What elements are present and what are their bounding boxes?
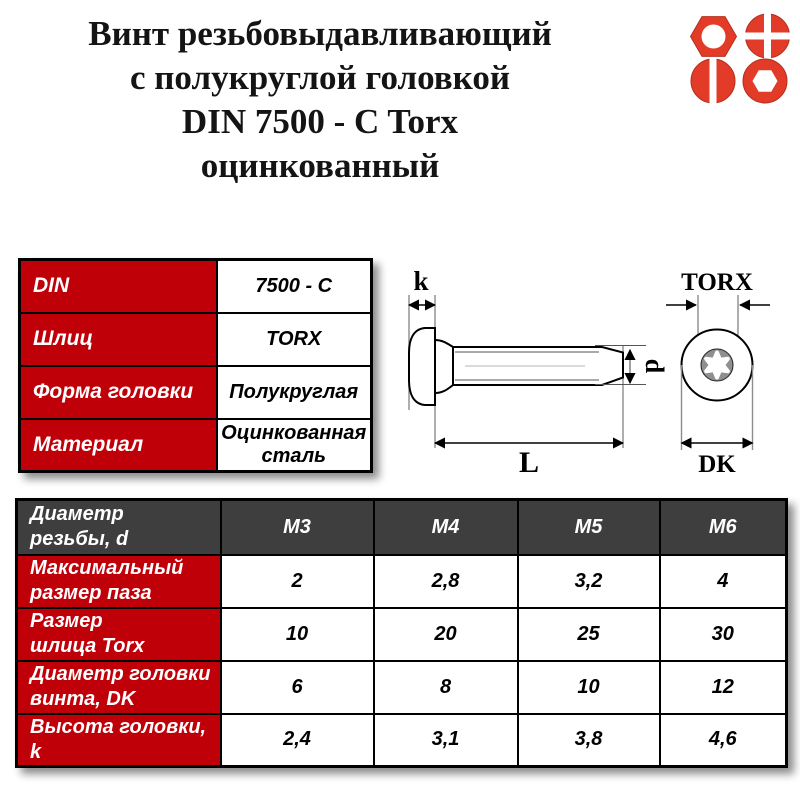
spec-value-din: 7500 - C bbox=[217, 260, 372, 313]
label-line: Диаметр головки bbox=[30, 663, 211, 685]
table-row bbox=[17, 661, 787, 714]
title-line: Винт резьбовыдавливающий bbox=[88, 14, 552, 53]
header-line: Диаметр bbox=[30, 503, 124, 526]
label-line: Высота головки, k bbox=[30, 715, 207, 763]
spec-label-head-shape: Форма головки bbox=[20, 366, 217, 419]
screw-front-view bbox=[666, 269, 770, 478]
label-line: Максимальный bbox=[30, 557, 184, 579]
slotted-drive-icon bbox=[691, 57, 735, 105]
phillips-drive-icon bbox=[743, 12, 792, 60]
title-line: DIN 7500 - C Torx bbox=[181, 102, 459, 141]
column-header-m3: M3 bbox=[221, 500, 374, 555]
size-value: 20 bbox=[374, 608, 518, 661]
title-line: с полукруглой головкой bbox=[129, 58, 511, 97]
size-value: 3,1 bbox=[374, 714, 518, 767]
size-value: 4,6 bbox=[660, 714, 787, 767]
size-value: 2,8 bbox=[374, 555, 518, 608]
column-header-m5: M5 bbox=[518, 500, 660, 555]
size-value: 10 bbox=[518, 661, 660, 714]
table-header-row bbox=[17, 500, 787, 555]
screw-side-view bbox=[409, 266, 669, 479]
size-value: 30 bbox=[660, 608, 787, 661]
spec-value-drive: TORX bbox=[217, 313, 372, 366]
label-line: винта, DK bbox=[30, 688, 136, 710]
page-title bbox=[10, 12, 630, 188]
torx-drive-label: TORX bbox=[681, 269, 753, 296]
dimension-L-label: L bbox=[518, 446, 540, 479]
table-row bbox=[20, 419, 372, 472]
spec-value-head-shape: Полукруглая bbox=[217, 366, 372, 419]
size-value: 3,2 bbox=[518, 555, 660, 608]
hex-socket-icon bbox=[743, 59, 787, 103]
table-row bbox=[17, 714, 787, 767]
size-value: 25 bbox=[518, 608, 660, 661]
table-row bbox=[20, 260, 372, 313]
size-table bbox=[15, 498, 788, 768]
spec-label-material: Материал bbox=[20, 419, 217, 472]
size-value: 4 bbox=[660, 555, 787, 608]
size-value: 2,4 bbox=[221, 714, 374, 767]
label-line: размер паза bbox=[30, 582, 152, 604]
size-value: 3,8 bbox=[518, 714, 660, 767]
spec-table bbox=[18, 258, 373, 473]
dimension-k-label: k bbox=[413, 266, 429, 296]
size-value: 12 bbox=[660, 661, 787, 714]
size-value: 8 bbox=[374, 661, 518, 714]
size-value: 10 bbox=[221, 608, 374, 661]
dimension-d-label: d bbox=[640, 358, 669, 374]
corner-header bbox=[17, 500, 221, 555]
dimension-DK-label: DK bbox=[698, 451, 736, 478]
row-label-torx-size bbox=[17, 608, 221, 661]
screw-head bbox=[409, 328, 435, 405]
size-value: 6 bbox=[221, 661, 374, 714]
spec-value-material: Оцинкованная сталь bbox=[217, 419, 372, 472]
column-header-m6: M6 bbox=[660, 500, 787, 555]
column-header-m4: M4 bbox=[374, 500, 518, 555]
row-label-head-height bbox=[17, 714, 221, 767]
header-line: резьбы, d bbox=[30, 528, 129, 551]
table-row bbox=[17, 555, 787, 608]
row-label-head-diameter bbox=[17, 661, 221, 714]
table-row bbox=[20, 366, 372, 419]
technical-drawing bbox=[390, 250, 800, 480]
row-label-slot-size bbox=[17, 555, 221, 608]
label-line: шлица Torx bbox=[30, 635, 145, 657]
label-line: Размер bbox=[30, 610, 103, 632]
title-line: оцинкованный bbox=[200, 146, 440, 185]
spec-label-drive: Шлиц bbox=[20, 313, 217, 366]
table-row bbox=[20, 313, 372, 366]
hex-head-icon bbox=[691, 17, 737, 57]
table-row bbox=[17, 608, 787, 661]
brand-logo bbox=[688, 10, 798, 110]
size-value: 2 bbox=[221, 555, 374, 608]
spec-label-din: DIN bbox=[20, 260, 217, 313]
